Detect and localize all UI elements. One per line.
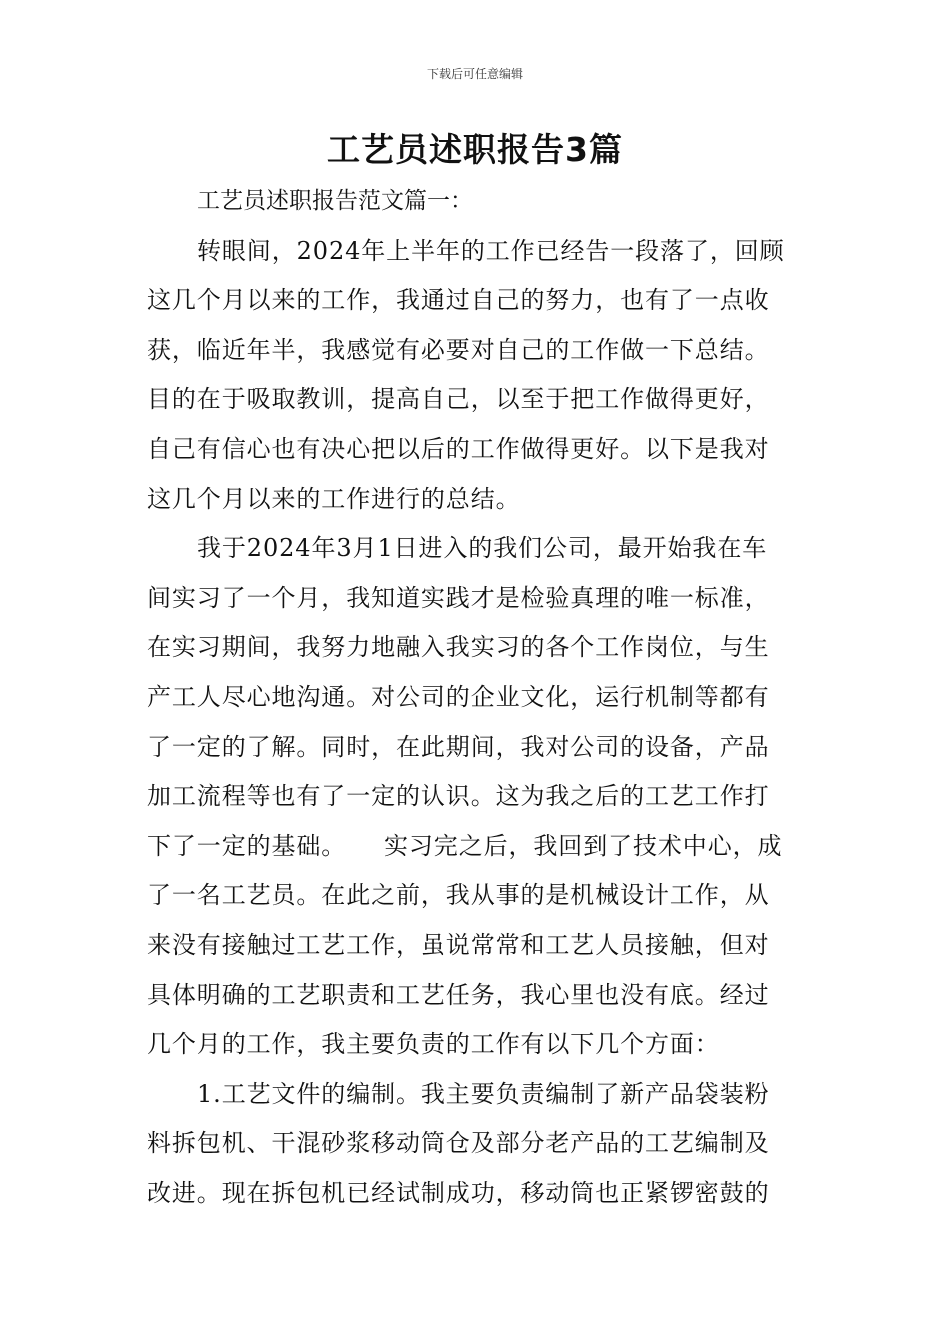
- body-line: 获，临近年半，我感觉有必要对自己的工作做一下总结。: [147, 335, 770, 364]
- body-line: 料拆包机、干混砂浆移动筒仓及部分老产品的工艺编制及: [147, 1129, 770, 1158]
- body-line: 了一名工艺员。在此之前，我从事的是机械设计工作，从: [147, 881, 770, 910]
- body-line: 改进。现在拆包机已经试制成功，移动筒也正紧锣密鼓的: [147, 1178, 770, 1207]
- body-line: 这几个月以来的工作，我通过自己的努力，也有了一点收: [147, 286, 770, 315]
- page-header-note: 下载后可任意编辑: [426, 67, 523, 81]
- document-body: [147, 177, 807, 1218]
- body-line: 自己有信心也有决心把以后的工作做得更好。以下是我对: [147, 434, 770, 463]
- body-line: 具体明确的工艺职责和工艺任务，我心里也没有底。经过: [147, 980, 770, 1009]
- body-line: 这几个月以来的工作进行的总结。: [147, 484, 521, 513]
- body-line: 转眼间，2024年上半年的工作已经告一段落了，回顾: [197, 236, 785, 265]
- body-line: 加工流程等也有了一定的认识。这为我之后的工艺工作打: [147, 782, 770, 811]
- body-line: 来没有接触过工艺工作，虽说常常和工艺人员接触，但对: [147, 930, 770, 959]
- paragraph-lines: [147, 227, 807, 1219]
- body-line: 在实习期间，我努力地融入我实习的各个工作岗位，与生: [147, 633, 770, 662]
- body-line: 我于2024年3月1日进入的我们公司，最开始我在车: [197, 534, 768, 563]
- body-line: 1.工艺文件的编制。我主要负责编制了新产品袋装粉: [197, 1079, 770, 1108]
- body-line: 了一定的了解。同时，在此期间，我对公司的设备，产品: [147, 732, 770, 761]
- body-line: 几个月的工作，我主要负责的工作有以下几个方面：: [147, 1030, 720, 1059]
- body-line: 目的在于吸取教训，提高自己，以至于把工作做得更好，: [147, 385, 770, 414]
- section-heading: 工艺员述职报告范文篇一：: [197, 188, 473, 214]
- body-line: 间实习了一个月，我知道实践才是检验真理的唯一标准，: [147, 583, 770, 612]
- document-title: 工艺员述职报告3篇: [327, 130, 623, 169]
- body-line: 产工人尽心地沟通。对公司的企业文化，运行机制等都有: [147, 682, 770, 711]
- body-line: 下了一定的基础。 实习完之后，我回到了技术中心，成: [147, 831, 783, 860]
